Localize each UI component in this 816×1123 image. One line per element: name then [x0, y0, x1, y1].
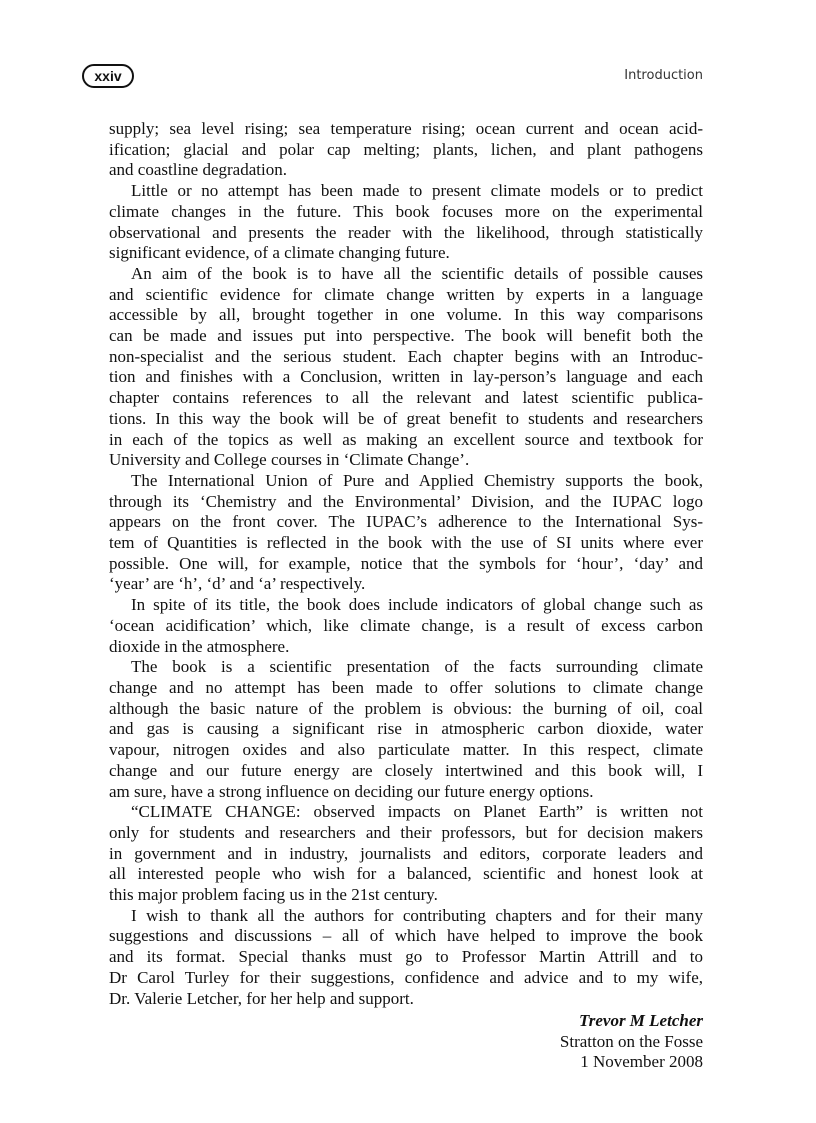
paragraph — [109, 802, 703, 906]
signature-block — [560, 1011, 703, 1073]
text-line: all interested people who wish for a balanced, scientific and honest look at — [109, 864, 703, 884]
text-line: tion and finishes with a Conclusion, written in lay-person’s language and each — [109, 367, 703, 387]
text-line: University and College courses in ‘Climate Change’. — [109, 450, 470, 470]
text-line: possible. One will, for example, notice that the symbols for ‘hour’, ‘day’ and — [109, 553, 703, 573]
text-line: am sure, have a strong influence on deciding our future energy options. — [109, 781, 594, 801]
signature-date: 1 November 2008 — [580, 1052, 703, 1072]
text-line: Little or no attempt has been made to present climate models or to predict — [131, 181, 703, 201]
text-line: and scientific evidence for climate change written by experts in a language — [109, 284, 703, 304]
text-line: and coastline degradation. — [109, 160, 287, 180]
paragraph — [109, 181, 703, 264]
text-line: although the basic nature of the problem is obvious: the burning of oil, coal — [109, 698, 703, 718]
paragraph — [109, 471, 703, 595]
text-line: “CLIMATE CHANGE: observed impacts on Planet Earth” is written not — [131, 802, 703, 822]
text-line: tem of Quantities is reflected in the book with the use of SI units where ever — [109, 533, 703, 553]
text-line: this major problem facing us in the 21st century. — [109, 885, 438, 905]
text-line: The International Union of Pure and Applied Chemistry supports the book, — [131, 470, 703, 490]
author-name: Trevor M Letcher — [578, 1011, 703, 1030]
text-line: significant evidence, of a climate changing future. — [109, 243, 450, 263]
paragraph — [109, 264, 703, 471]
text-line: and gas is causing a significant rise in atmospheric carbon dioxide, water — [109, 719, 703, 739]
text-line: suggestions and discussions – all of which have helped to improve the book — [109, 926, 703, 946]
text-line: tions. In this way the book will be of great benefit to students and researchers — [109, 408, 703, 428]
text-line: In spite of its title, the book does include indicators of global change such as — [131, 595, 703, 615]
text-line: dioxide in the atmosphere. — [109, 636, 290, 656]
text-line: climate changes in the future. This book focuses more on the experimental — [109, 201, 703, 221]
text-line: can be made and issues put into perspective. The book will benefit both the — [109, 326, 703, 346]
page-number: xxiv — [82, 64, 134, 88]
text-line: change and our future energy are closely intertwined and this book will, I — [109, 760, 703, 780]
paragraph — [109, 595, 703, 657]
paragraph — [109, 657, 703, 802]
text-line: An aim of the book is to have all the scientific details of possible causes — [131, 263, 703, 283]
text-line: I wish to thank all the authors for contributing chapters and for their many — [131, 905, 703, 925]
author-place: Stratton on the Fosse — [559, 1031, 703, 1051]
text-line: appears on the front cover. The IUPAC’s adherence to the International Sys- — [109, 512, 703, 532]
text-line: and its format. Special thanks must go to Professor Martin Attrill and to — [109, 947, 703, 967]
text-line: non-specialist and the serious student. Each chapter begins with an Introduc- — [109, 346, 703, 366]
text-line: observational and presents the reader with the likelihood, through statistically — [109, 222, 703, 242]
text-line: ‘ocean acidification’ which, like climate change, is a result of excess carbon — [109, 615, 703, 635]
text-line: chapter contains references to all the relevant and latest scientific publica- — [109, 388, 703, 408]
text-line: Dr Carol Turley for their suggestions, confidence and advice and to my wife, — [109, 967, 703, 987]
text-line: ification; glacial and polar cap melting; plants, lichen, and plant pathogens — [109, 139, 703, 159]
text-line: change and no attempt has been made to offer solutions to climate change — [109, 677, 703, 697]
text-line: only for students and researchers and their professors, but for decision makers — [109, 822, 703, 842]
body-text — [109, 119, 703, 1009]
paragraph — [109, 119, 703, 181]
text-line: ‘year’ are ‘h’, ‘d’ and ‘a’ respectively. — [109, 574, 366, 594]
text-line: through its ‘Chemistry and the Environmental’ Division, and the IUPAC logo — [109, 491, 703, 511]
text-line: Dr. Valerie Letcher, for her help and support. — [109, 988, 414, 1008]
text-line: accessible by all, brought together in one volume. In this way comparisons — [109, 305, 703, 325]
text-line: The book is a scientific presentation of the facts surrounding climate — [131, 657, 703, 677]
text-line: supply; sea level rising; sea temperature rising; ocean current and ocean acid- — [109, 119, 703, 138]
running-title: Introduction — [624, 68, 703, 83]
paragraph — [109, 906, 703, 1010]
text-line: in each of the topics as well as making an excellent source and textbook for — [109, 429, 703, 449]
text-line: vapour, nitrogen oxides and also particulate matter. In this respect, climate — [109, 740, 703, 760]
text-line: in government and in industry, journalists and editors, corporate leaders and — [109, 843, 703, 863]
